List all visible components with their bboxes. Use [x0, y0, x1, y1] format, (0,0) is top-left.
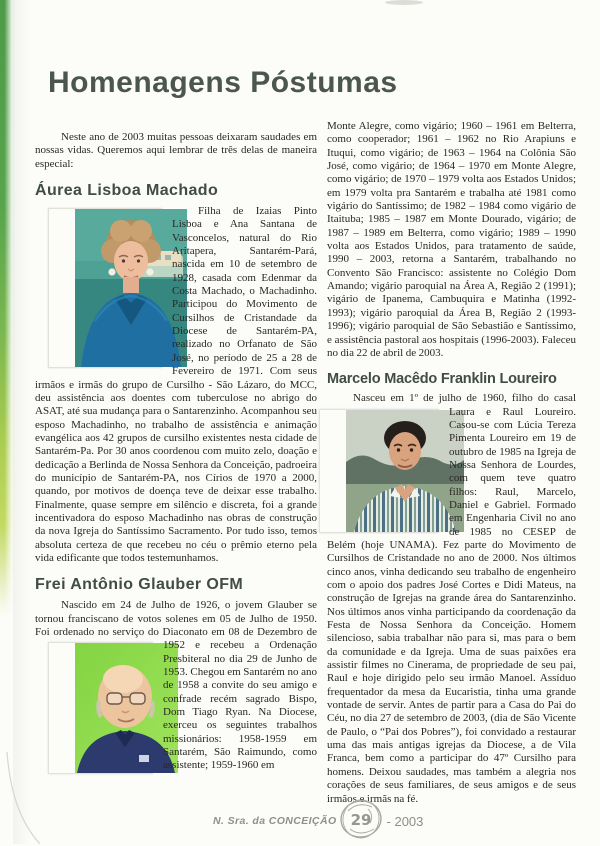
marcelo-photo — [319, 409, 439, 533]
frei-photo — [48, 642, 153, 774]
page-title: Homenagens Póstumas — [48, 66, 398, 99]
aurea-bio-paragraph — [35, 205, 317, 565]
page-curvature-shadow — [13, 0, 31, 844]
section-heading-aurea: Áurea Lisboa Machado — [35, 182, 219, 200]
aurea-bio-text: Filha de Izaias Pinto Lisboa e Ana Santana de Vasconcelos, natural do Rio Aritapera, Santarém-Pará, nascida em 10 de setembro de 1928, casada com Edenmar da Costa Machado, o Machadinho. Participou do Movimento de Cursilhos de Cristandade da Diocese de Santarém-PA, realizado no Orfanato de São José, no período de 25 a 28 de Fevereiro de 1971. Com seus irmãos e irmãs do grupo de Cursilho - São Lázaro, do MCC, deu assistência aos doentes com tuberculose no abrigo do ASAT, até sua mudança para o Santarenzinho. Acompanhou seu esposo Machadinho, no trabalho de assistência e animação evangélica aos 42 grupos de cursilho existentes nesta cidade de Santarém-Pa. Por 30 anos coordenou com muito zelo, doação e dedicação a Berlinda de Nossa Senhora da Conceição, padroeira do município de Santarém-PA, nos Círios de 1970 a 2000, quando, por motivos de doença teve de deixar esse trabalho. Finalmente, quase sempre em silêncio e discreta, foi a grande incentivadora do esposo Machadinho nas obras de construção da nova Igreja do Santíssimo Sacramento. Por tudo isso, temos absoluta certeza de que recebeu no céu o prêmio eterno pela vida edificante que todos testemunhamos. — [35, 205, 317, 564]
marcelo-bio-first-line: Nasceu em 1º de julho de 1960, filho do casal — [353, 392, 576, 405]
left-column — [35, 131, 317, 776]
frei-bio-text-after-photo: de Dezembro de 1952 e recebeu a Ordenação Presbiteral no dia 29 de Junho de 1953. Chegou em Santarém no ano de 1958 a convite do seu amigo e confrade recém sagrado Bispo, Dom Tiago Ryan. Na Diocese, exerceu os seguintes trabalhos missionários: 1958-1959 em Santarém, São Raimundo, como assistente; 1959-1960 em — [163, 626, 317, 772]
scan-corner-curl — [0, 752, 42, 844]
frei-bio-continued-paragraph: Monte Alegre, como vigário; 1960 – 1961 em Belterra, como cooperador; 1961 – 1962 no Rio Arapiuns e Ituqui, como vigário; de 1963 – 1964 na Colônia São José, como vigário; de 1964 – 1970 em Monte Alegre, como vigário; de 1970 – 1979 volta aos Estados Unidos; em 1979 volta pra Santarém e trabalha até 1981 como vigário do Santíssimo; de 1982 – 1984 como vigário de Itaituba; 1985 – 1987 em Monte Dourado, vigário; de 1987 – 1989 em Belterra, como vigário; 1989 – 1990 volta aos Estados Unidos, para tratamento de saúde, 1990 – 2003, retorna a Santarém, trabalhando no Convento São Francisco: assistente no Colégio Dom Amando; vigário paroquial na Área A, Região 2 (1991); vigário de Ipanema, Cambuquira e Matinha (1992-1993); vigário paroquial da Área B, Região 2 (1993-1996); vigário paroquial de São Sebastião e Santíssimo, e assistência pastoral aos hospitais (1996-2003). Faleceu no dia 22 de abril de 2003. — [327, 120, 576, 359]
aurea-photo — [48, 208, 162, 368]
scanned-page-green-edge — [0, 0, 15, 844]
footer-publication-label: N. Sra. da CONCEIÇÃO — [213, 815, 337, 827]
section-heading-marcelo: Marcelo Macêdo Franklin Loureiro — [327, 371, 557, 388]
conceicao-emblem-logo — [338, 797, 384, 846]
marcelo-bio-text: Laura e Raul Loureiro. Casou-se com Lúcia Tereza Pimenta Loureiro em 19 de outubro de 1985 na Igreja de Nossa Senhora de Lourdes, com quem teve quatro filhos: Raul, Marcelo, Daniel e Gabriel. Formado em Engenharia Civil no ano de 1985 no CESEP de Belém (hoje UNAMA). Fez parte do Movimento de Cursilhos de Cristandade no ano de 2000. Nos últimos cinco anos, vinha dedicando seu trabalho de engenheiro com o apoio dos padres José Cortes e Didi Mateus, na construção de Igrejas na grande área do Santarenzinho. Nos últimos anos vinha participando da coordenação da Festa de Nossa Senhora da Conceição. Homem silencioso, sabia trabalhar não para si, mas para o bem da comunidade e da Igreja. Uma de suas paixões era assistir filmes no Cinerama, de propriedade de seu pai, Raul e hoje dirigido pelo seu irmão Manoel. Assíduo frequentador da mesa da Eucaristia, tinha uma grande vontade de servir. Antes de partir para a Casa do Pai do Céu, no dia 27 de setembro de 2003, (dia de São Vicente de Paulo, o “Pai dos Pobres”), foi convidado a restaurar uma das mais antigas igrejas da Diocese, a de Vila Franca, bem como a participar do 47º Cursilho para homens. Deixou saudades, mas também a alegria nos corações de seus familiares, de seus amigos e de seus irmãos e irmãs na fé. — [327, 405, 576, 805]
section-heading-frei: Frei Antônio Glauber OFM — [35, 576, 244, 594]
frei-bio-paragraph — [35, 599, 317, 772]
frei-bio-text-before-photo: Nascido em 24 de Julho de 1926, o jovem Glauber se tornou franciscano de votos solenes em 05 de Julho de 1950. Foi ordenado no serviço do Diaconato em 08 — [35, 599, 317, 638]
footer-year: - 2003 — [386, 813, 424, 829]
right-column — [327, 120, 576, 808]
intro-paragraph: Neste ano de 2003 muitas pessoas deixaram saudades em nossas vidas. Queremos aqui lembrar de três delas de maneira especial: — [35, 131, 317, 170]
footer-page-number: 29 — [350, 810, 371, 829]
page-footer — [213, 798, 423, 844]
marcelo-bio-paragraph — [327, 392, 576, 806]
scan-smudge — [385, 0, 423, 5]
